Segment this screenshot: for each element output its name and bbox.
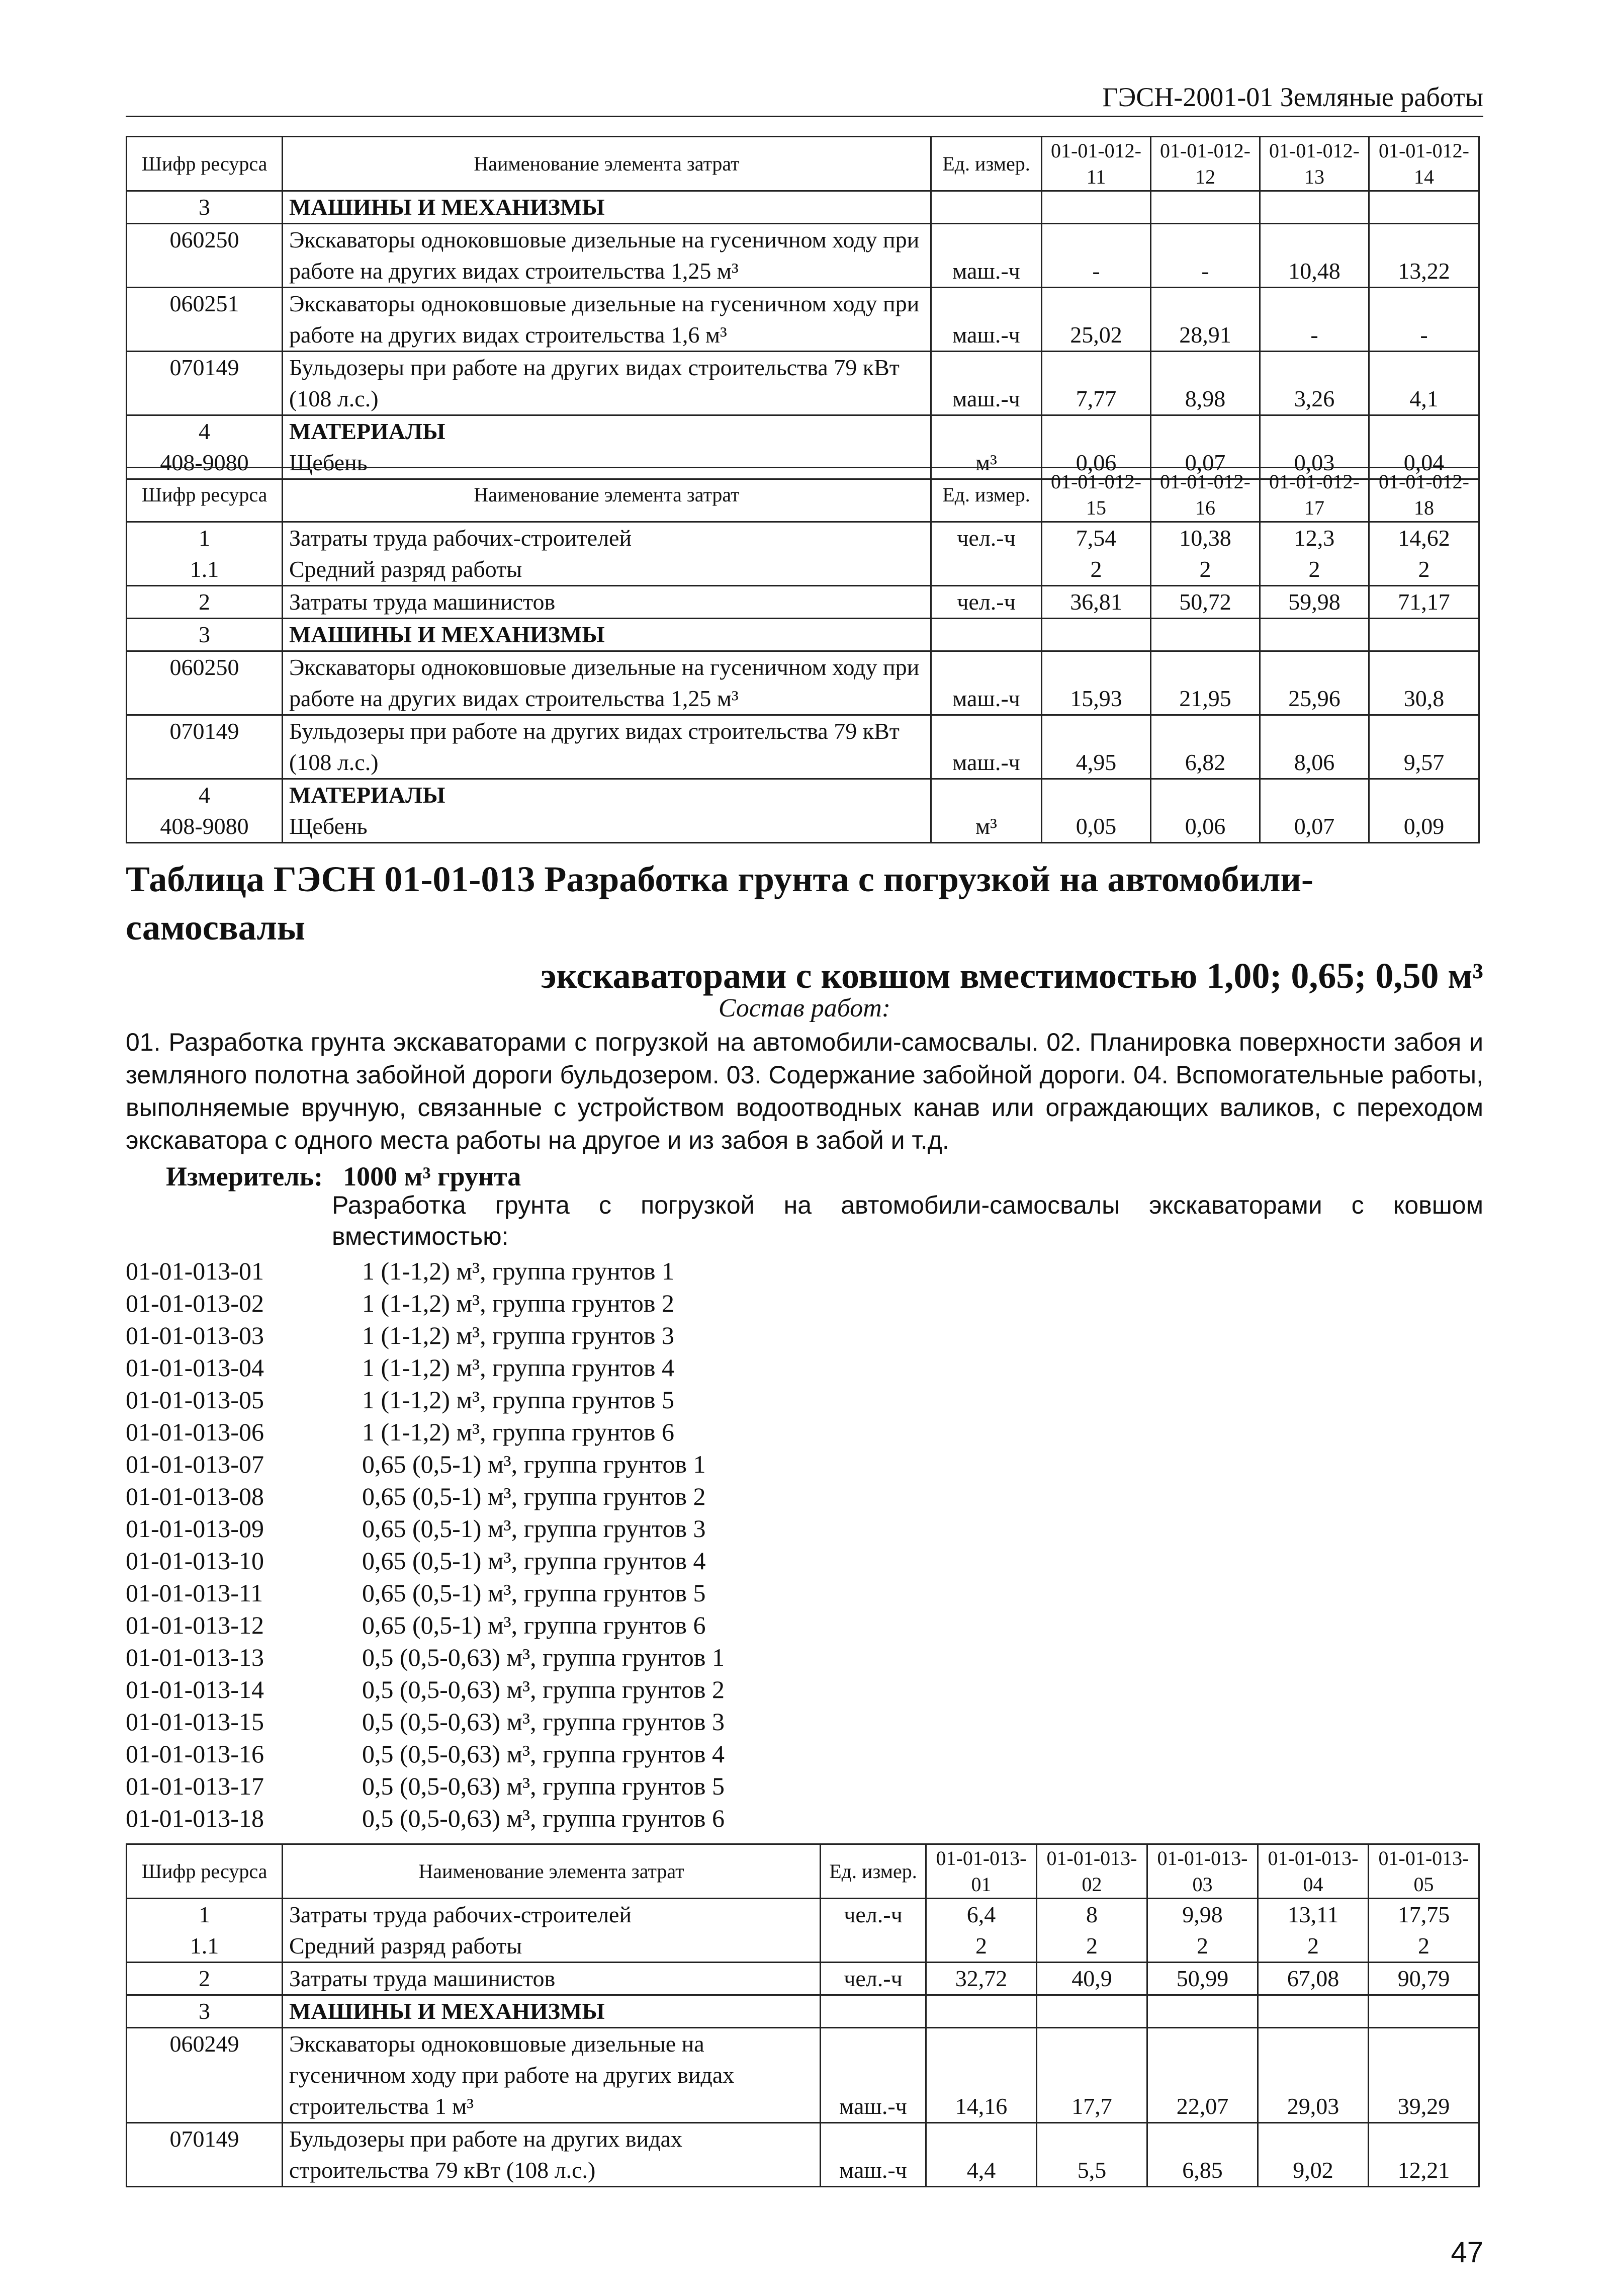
table-row — [127, 2123, 1479, 2187]
section-title — [126, 855, 1483, 1000]
resource-code-cell: 408-9080 — [127, 447, 283, 479]
norm-code-item — [126, 1641, 1483, 1673]
norm-code-description: 0,65 (0,5-1) м³, группа грунтов 6 — [362, 1611, 706, 1639]
norm-value-cell: 25,96 — [1260, 651, 1369, 715]
norm-code: 01-01-013-18 — [126, 1804, 264, 1832]
norm-value-cell: 0,06 — [1151, 811, 1260, 843]
work-composition-text: 01. Разработка грунта экскаваторами с погрузкой на автомобили-самосвалы. 02. Планировка поверхности забоя и земляного полотна забойной дороги бульдозером. 03. Содержание забойной дороги. 04. Вспомогательные работы, выполняемые вручную, связанные с устройством водоотводных канав или ограждающих валиков, с переходом экскаватора с одного места работы на другое и из забоя в забой и т.д. — [126, 1028, 1483, 1154]
norm-value-cell: 5,5 — [1037, 2123, 1147, 2187]
unit-cell: маш.-ч — [821, 2123, 926, 2187]
table-row — [127, 651, 1479, 715]
cost-element-name-cell: Экскаваторы одноковшовые дизельные на гусеничном ходу при работе на других видах строительства 1 м³ — [283, 2028, 821, 2123]
norm-code: 01-01-013-13 — [126, 1643, 264, 1671]
norm-code-description: 0,65 (0,5-1) м³, группа грунтов 3 — [362, 1514, 706, 1543]
table-row — [127, 619, 1479, 651]
cost-element-name-cell: Затраты труда рабочих-строителей — [283, 1899, 821, 1931]
norm-value-cell: 2 — [1369, 554, 1479, 586]
table-row — [127, 522, 1479, 554]
norm-value-cell: 7,77 — [1042, 352, 1151, 415]
norm-value-cell: 14,62 — [1369, 522, 1479, 554]
table-row — [127, 191, 1479, 224]
resource-code-cell: 4 — [127, 779, 283, 811]
col-norm-header: 01-01-013-05 — [1369, 1844, 1479, 1899]
col-norm-header: 01-01-013-01 — [926, 1844, 1037, 1899]
col-code-header: Шифр ресурса — [127, 468, 283, 522]
norm-value-cell: 29,03 — [1258, 2028, 1369, 2123]
norm-code: 01-01-013-02 — [126, 1289, 264, 1317]
col-code-header: Шифр ресурса — [127, 1844, 283, 1899]
unit-cell: чел.-ч — [931, 586, 1042, 619]
norm-code-description: 1 (1-1,2) м³, группа грунтов 2 — [362, 1289, 675, 1317]
norm-value-cell: 39,29 — [1369, 2028, 1479, 2123]
norm-value-cell: 13,11 — [1258, 1899, 1369, 1931]
section-heading-cell: МАШИНЫ И МЕХАНИЗМЫ — [283, 1995, 821, 2028]
norm-value-cell — [1369, 191, 1479, 224]
norm-value-cell — [1369, 619, 1479, 651]
unit-cell — [931, 191, 1042, 224]
norm-value-cell: 0,04 — [1369, 447, 1479, 479]
norm-value-cell — [1369, 1995, 1479, 2028]
norm-code-description: 1 (1-1,2) м³, группа грунтов 6 — [362, 1418, 675, 1446]
resource-code-cell: 070149 — [127, 715, 283, 779]
norm-value-cell: - — [1042, 224, 1151, 288]
norm-code-description: 0,65 (0,5-1) м³, группа грунтов 2 — [362, 1482, 706, 1510]
table-row — [127, 224, 1479, 288]
norm-code-description: 1 (1-1,2) м³, группа грунтов 5 — [362, 1386, 675, 1414]
norm-code: 01-01-013-14 — [126, 1675, 264, 1704]
table-row — [127, 1995, 1479, 2028]
norm-value-cell: 13,22 — [1369, 224, 1479, 288]
norm-value-cell: 8,06 — [1260, 715, 1369, 779]
norm-value-cell: 17,75 — [1369, 1899, 1479, 1931]
col-norm-header: 01-01-012-12 — [1151, 137, 1260, 191]
norm-value-cell: 8 — [1037, 1899, 1147, 1931]
norm-code-item — [126, 1319, 1483, 1351]
table-row — [127, 1930, 1479, 1963]
norm-code-item — [126, 1255, 1483, 1287]
norm-code-item — [126, 1577, 1483, 1609]
cost-element-name-cell: Щебень — [283, 811, 931, 843]
norm-value-cell: 0,07 — [1260, 811, 1369, 843]
norm-value-cell: 30,8 — [1369, 651, 1479, 715]
norm-value-cell — [1042, 779, 1151, 811]
norm-value-cell: 90,79 — [1369, 1963, 1479, 1995]
unit-cell: маш.-ч — [931, 715, 1042, 779]
col-norm-header: 01-01-012-15 — [1042, 468, 1151, 522]
measure-label: Измеритель: — [166, 1161, 323, 1192]
codes-intro: Разработка грунта с погрузкой на автомобили-самосвалы экскаваторами с ковшом вместимостью: — [332, 1191, 1483, 1250]
norm-value-cell — [1151, 779, 1260, 811]
norm-value-cell — [1260, 779, 1369, 811]
norm-code-item — [126, 1416, 1483, 1448]
norm-code-description: 0,5 (0,5-0,63) м³, группа грунтов 5 — [362, 1772, 725, 1800]
table-row — [127, 352, 1479, 415]
norm-value-cell: 2 — [926, 1930, 1037, 1963]
unit-cell: чел.-ч — [931, 522, 1042, 554]
resource-table-2 — [126, 467, 1480, 843]
unit-cell: маш.-ч — [931, 651, 1042, 715]
section-heading-cell: МАШИНЫ И МЕХАНИЗМЫ — [283, 191, 931, 224]
unit-cell — [931, 415, 1042, 448]
norm-code: 01-01-013-17 — [126, 1772, 264, 1800]
col-norm-header: 01-01-012-17 — [1260, 468, 1369, 522]
norm-code: 01-01-013-10 — [126, 1547, 264, 1575]
work-composition-label: Состав работ: — [718, 994, 891, 1023]
norm-value-cell: 36,81 — [1042, 586, 1151, 619]
norm-value-cell: 12,3 — [1260, 522, 1369, 554]
table-row — [127, 1963, 1479, 1995]
resource-code-cell: 2 — [127, 586, 283, 619]
unit-cell: м³ — [931, 447, 1042, 479]
norm-value-cell — [1151, 619, 1260, 651]
section-title-line-1: Таблица ГЭСН 01-01-013 Разработка грунта с погрузкой на автомобили-самосвалы — [126, 859, 1313, 948]
resource-code-cell: 070149 — [127, 352, 283, 415]
norm-code-item — [126, 1770, 1483, 1802]
cost-element-name-cell: Средний разряд работы — [283, 554, 931, 586]
norm-value-cell: 6,4 — [926, 1899, 1037, 1931]
norm-code-item — [126, 1448, 1483, 1480]
norm-value-cell: 67,08 — [1258, 1963, 1369, 1995]
unit-cell: чел.-ч — [821, 1899, 926, 1931]
norm-code: 01-01-013-07 — [126, 1450, 264, 1478]
norm-value-cell: 17,7 — [1037, 2028, 1147, 2123]
col-name-header: Наименование элемента затрат — [283, 137, 931, 191]
norm-value-cell: 32,72 — [926, 1963, 1037, 1995]
unit-cell: маш.-ч — [931, 288, 1042, 352]
unit-cell — [931, 619, 1042, 651]
resource-code-cell: 3 — [127, 1995, 283, 2028]
resource-code-cell: 060249 — [127, 2028, 283, 2123]
measure-value: 1000 м³ грунта — [343, 1161, 521, 1192]
norm-value-cell: 2 — [1042, 554, 1151, 586]
measure-line — [166, 1161, 541, 1192]
norm-value-cell: 21,95 — [1151, 651, 1260, 715]
norm-value-cell: 12,21 — [1369, 2123, 1479, 2187]
running-title: ГЭСН-2001-01 Земляные работы — [1102, 82, 1483, 112]
norm-value-cell: 6,85 — [1147, 2123, 1258, 2187]
norm-value-cell: 15,93 — [1042, 651, 1151, 715]
resource-code-cell: 3 — [127, 619, 283, 651]
unit-cell — [821, 1930, 926, 1963]
norm-value-cell — [1260, 191, 1369, 224]
resource-code-cell: 408-9080 — [127, 811, 283, 843]
norm-value-cell: 2 — [1258, 1930, 1369, 1963]
norm-value-cell: 2 — [1037, 1930, 1147, 1963]
resource-table-1 — [126, 136, 1480, 480]
norm-code-item — [126, 1384, 1483, 1416]
norm-code-item — [126, 1802, 1483, 1834]
norm-code-description: 0,5 (0,5-0,63) м³, группа грунтов 3 — [362, 1708, 725, 1736]
norm-value-cell — [1042, 415, 1151, 448]
cost-element-name-cell: Затраты труда машинистов — [283, 1963, 821, 1995]
norm-code-item — [126, 1609, 1483, 1641]
norm-value-cell — [1369, 415, 1479, 448]
norm-value-cell: 50,72 — [1151, 586, 1260, 619]
resource-code-cell: 4 — [127, 415, 283, 448]
norm-code-description: 1 (1-1,2) м³, группа грунтов 3 — [362, 1321, 675, 1349]
col-unit-header: Ед. измер. — [931, 468, 1042, 522]
norm-value-cell: 2 — [1260, 554, 1369, 586]
cost-element-name-cell: Щебень — [283, 447, 931, 479]
col-norm-header: 01-01-012-16 — [1151, 468, 1260, 522]
cost-element-name-cell: Средний разряд работы — [283, 1930, 821, 1963]
norm-value-cell: 9,57 — [1369, 715, 1479, 779]
norm-code-item — [126, 1706, 1483, 1738]
norm-value-cell: 0,06 — [1042, 447, 1151, 479]
col-unit-header: Ед. измер. — [931, 137, 1042, 191]
norm-code-description: 0,65 (0,5-1) м³, группа грунтов 1 — [362, 1450, 706, 1478]
norm-code-description: 1 (1-1,2) м³, группа грунтов 4 — [362, 1353, 675, 1382]
norm-value-cell: 9,98 — [1147, 1899, 1258, 1931]
norm-code-item — [126, 1512, 1483, 1545]
table-row — [127, 586, 1479, 619]
norm-code: 01-01-013-04 — [126, 1353, 264, 1382]
resource-code-cell: 1.1 — [127, 1930, 283, 1963]
cost-element-name-cell: Экскаваторы одноковшовые дизельные на гусеничном ходу при работе на других видах строительства 1,6 м³ — [283, 288, 931, 352]
norm-code-item — [126, 1351, 1483, 1384]
cost-element-name-cell: Экскаваторы одноковшовые дизельные на гусеничном ходу при работе на других видах строительства 1,25 м³ — [283, 224, 931, 288]
norm-code-item — [126, 1738, 1483, 1770]
norm-value-cell: - — [1151, 224, 1260, 288]
norm-code: 01-01-013-06 — [126, 1418, 264, 1446]
table-row — [127, 2028, 1479, 2123]
norm-value-cell: 4,4 — [926, 2123, 1037, 2187]
norm-value-cell: 3,26 — [1260, 352, 1369, 415]
col-name-header: Наименование элемента затрат — [283, 468, 931, 522]
col-name-header: Наименование элемента затрат — [283, 1844, 821, 1899]
norm-value-cell — [1258, 1995, 1369, 2028]
norm-code-description: 0,65 (0,5-1) м³, группа грунтов 4 — [362, 1547, 706, 1575]
unit-cell: м³ — [931, 811, 1042, 843]
resource-table-3 — [126, 1843, 1480, 2187]
resource-code-cell: 070149 — [127, 2123, 283, 2187]
cost-element-name-cell: Экскаваторы одноковшовые дизельные на гусеничном ходу при работе на других видах строительства 1,25 м³ — [283, 651, 931, 715]
section-heading-cell: МАТЕРИАЛЫ — [283, 779, 931, 811]
table-row — [127, 779, 1479, 811]
norm-value-cell: 2 — [1151, 554, 1260, 586]
norm-value-cell: - — [1260, 288, 1369, 352]
table-row — [127, 554, 1479, 586]
norm-value-cell — [926, 1995, 1037, 2028]
norm-code-description: 0,5 (0,5-0,63) м³, группа грунтов 6 — [362, 1804, 725, 1832]
norm-value-cell: 0,09 — [1369, 811, 1479, 843]
table-row — [127, 288, 1479, 352]
norm-value-cell: 22,07 — [1147, 2028, 1258, 2123]
col-norm-header: 01-01-013-04 — [1258, 1844, 1369, 1899]
running-header — [126, 75, 1483, 117]
col-norm-header: 01-01-012-13 — [1260, 137, 1369, 191]
norm-value-cell: 2 — [1369, 1930, 1479, 1963]
col-norm-header: 01-01-012-18 — [1369, 468, 1479, 522]
norm-value-cell: 10,48 — [1260, 224, 1369, 288]
norm-code-description: 0,5 (0,5-0,63) м³, группа грунтов 1 — [362, 1643, 725, 1671]
norm-value-cell — [1151, 191, 1260, 224]
section-heading-cell: МАТЕРИАЛЫ — [283, 415, 931, 448]
norm-value-cell: 0,07 — [1151, 447, 1260, 479]
norm-value-cell: 2 — [1147, 1930, 1258, 1963]
norm-code-description: 0,5 (0,5-0,63) м³, группа грунтов 4 — [362, 1740, 725, 1768]
col-norm-header: 01-01-013-02 — [1037, 1844, 1147, 1899]
norm-code-list — [126, 1255, 1483, 1834]
unit-cell: маш.-ч — [821, 2028, 926, 2123]
norm-code-description: 1 (1-1,2) м³, группа грунтов 1 — [362, 1257, 675, 1285]
resource-code-cell: 1 — [127, 522, 283, 554]
resource-code-cell: 060250 — [127, 651, 283, 715]
unit-cell — [821, 1995, 926, 2028]
norm-code-description: 0,65 (0,5-1) м³, группа грунтов 5 — [362, 1579, 706, 1607]
norm-value-cell — [1369, 779, 1479, 811]
table-row — [127, 1899, 1479, 1931]
col-norm-header: 01-01-012-14 — [1369, 137, 1479, 191]
cost-element-name-cell: Бульдозеры при работе на других видах строительства 79 кВт (108 л.с.) — [283, 352, 931, 415]
norm-value-cell — [1147, 1995, 1258, 2028]
norm-value-cell — [1042, 619, 1151, 651]
norm-code: 01-01-013-12 — [126, 1611, 264, 1639]
norm-value-cell: 59,98 — [1260, 586, 1369, 619]
norm-value-cell: 7,54 — [1042, 522, 1151, 554]
cost-element-name-cell: Бульдозеры при работе на других видах строительства 79 кВт (108 л.с.) — [283, 715, 931, 779]
unit-cell: маш.-ч — [931, 224, 1042, 288]
resource-code-cell: 2 — [127, 1963, 283, 1995]
norm-value-cell: 4,95 — [1042, 715, 1151, 779]
col-unit-header: Ед. измер. — [821, 1844, 926, 1899]
norm-value-cell: 25,02 — [1042, 288, 1151, 352]
table-row — [127, 811, 1479, 843]
norm-value-cell: 9,02 — [1258, 2123, 1369, 2187]
norm-code-item — [126, 1673, 1483, 1706]
unit-cell — [931, 554, 1042, 586]
norm-code: 01-01-013-15 — [126, 1708, 264, 1736]
norm-code-description: 0,5 (0,5-0,63) м³, группа грунтов 2 — [362, 1675, 725, 1704]
norm-code: 01-01-013-08 — [126, 1482, 264, 1510]
resource-code-cell: 060250 — [127, 224, 283, 288]
norm-code-item — [126, 1545, 1483, 1577]
col-norm-header: 01-01-013-03 — [1147, 1844, 1258, 1899]
norm-value-cell — [1042, 191, 1151, 224]
norm-value-cell: 0,03 — [1260, 447, 1369, 479]
norm-code: 01-01-013-11 — [126, 1579, 263, 1607]
section-title-line-2: экскаваторами с ковшом вместимостью 1,00; 0,65; 0,50 м³ — [541, 956, 1483, 996]
col-code-header: Шифр ресурса — [127, 137, 283, 191]
unit-cell: маш.-ч — [931, 352, 1042, 415]
norm-value-cell: 50,99 — [1147, 1963, 1258, 1995]
col-norm-header: 01-01-012-11 — [1042, 137, 1151, 191]
norm-value-cell: 71,17 — [1369, 586, 1479, 619]
norm-value-cell: 10,38 — [1151, 522, 1260, 554]
unit-cell: чел.-ч — [821, 1963, 926, 1995]
norm-value-cell — [1151, 415, 1260, 448]
resource-code-cell: 1 — [127, 1899, 283, 1931]
norm-value-cell: - — [1369, 288, 1479, 352]
resource-code-cell: 060251 — [127, 288, 283, 352]
norm-code: 01-01-013-16 — [126, 1740, 264, 1768]
norm-value-cell — [1260, 619, 1369, 651]
norm-value-cell: 0,05 — [1042, 811, 1151, 843]
norm-value-cell — [1037, 1995, 1147, 2028]
unit-cell — [931, 779, 1042, 811]
norm-value-cell: 40,9 — [1037, 1963, 1147, 1995]
norm-value-cell: 8,98 — [1151, 352, 1260, 415]
norm-code: 01-01-013-09 — [126, 1514, 264, 1543]
norm-value-cell: 14,16 — [926, 2028, 1037, 2123]
norm-value-cell — [1260, 415, 1369, 448]
resource-code-cell: 1.1 — [127, 554, 283, 586]
norm-code-item — [126, 1287, 1483, 1319]
norm-code: 01-01-013-03 — [126, 1321, 264, 1349]
cost-element-name-cell: Затраты труда машинистов — [283, 586, 931, 619]
norm-value-cell: 28,91 — [1151, 288, 1260, 352]
norm-code-item — [126, 1480, 1483, 1512]
norm-code: 01-01-013-01 — [126, 1257, 264, 1285]
resource-code-cell: 3 — [127, 191, 283, 224]
norm-code: 01-01-013-05 — [126, 1386, 264, 1414]
section-heading-cell: МАШИНЫ И МЕХАНИЗМЫ — [283, 619, 931, 651]
cost-element-name-cell: Затраты труда рабочих-строителей — [283, 522, 931, 554]
table-row — [127, 415, 1479, 448]
norm-value-cell: 6,82 — [1151, 715, 1260, 779]
cost-element-name-cell: Бульдозеры при работе на других видах строительства 79 кВт (108 л.с.) — [283, 2123, 821, 2187]
table-row — [127, 715, 1479, 779]
norm-value-cell: 4,1 — [1369, 352, 1479, 415]
page-number: 47 — [1451, 2236, 1483, 2269]
